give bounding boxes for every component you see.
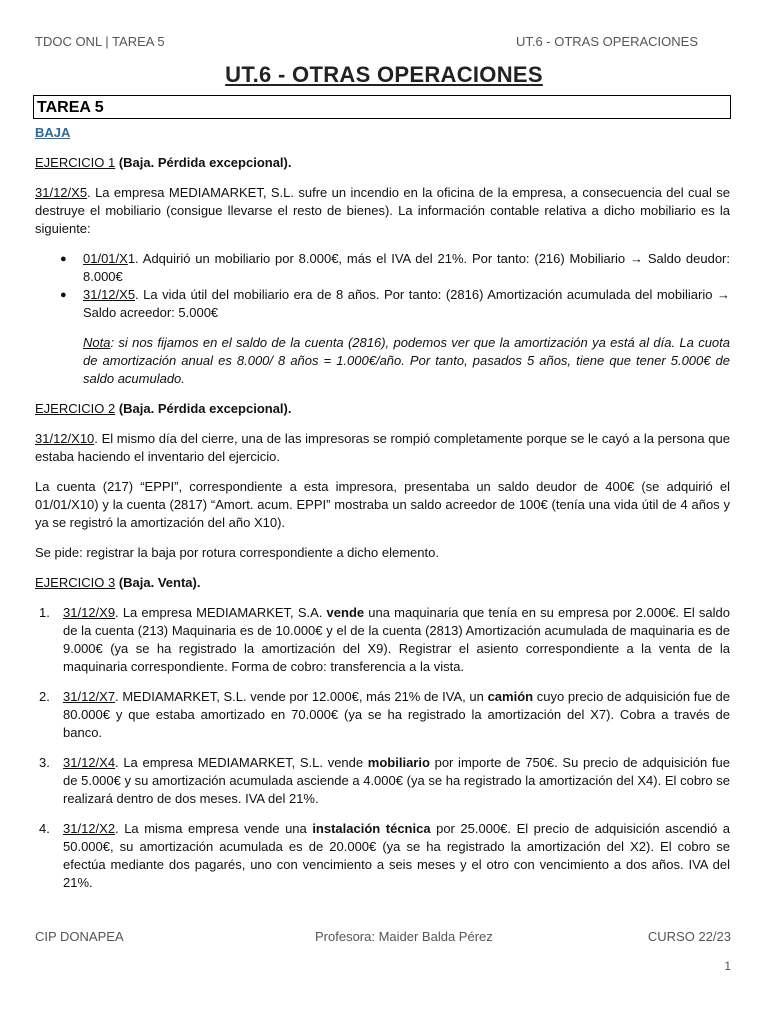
ejercicio-2-heading (35, 400, 730, 418)
ejercicio-2-paragraph-1 (35, 430, 730, 466)
list-item-date: 31/12/X5 (83, 287, 136, 302)
list-item (60, 250, 730, 286)
item-number: 2. (39, 689, 50, 704)
ejercicio-1-intro (35, 184, 730, 238)
list-item (39, 604, 730, 676)
ejercicio-3-label: EJERCICIO 3 (35, 575, 116, 590)
footer-right: CURSO 22/23 (647, 929, 731, 944)
ejercicio-1-date: 31/12/X5 (35, 185, 88, 200)
header-left: TDOC ONL | TAREA 5 (35, 34, 165, 49)
item-bold: instalación técnica (312, 821, 431, 836)
list-item (39, 820, 730, 892)
item-bold: camión (487, 689, 534, 704)
bullet-icon: ● (60, 289, 67, 301)
list-item (39, 754, 730, 808)
ejercicio-2-label: EJERCICIO 2 (35, 401, 116, 416)
document-title: UT.6 - OTRAS OPERACIONES (225, 62, 543, 87)
item-text: una maquinaria que tenía en su empresa por 2.000€. El saldo de la cuenta (213) Maquinaria es de 10.000€ y el de la cuenta (2813) Amortización acumulada de maquinaria es de 9.000€ (ya se ha registrado la amortización del X9). Registrar el asiento correspondiente a la venta de la maquinaria correspondiente. Forma de cobro: transferencia a la vista. (63, 605, 730, 674)
ejercicio-2-paragraph-2: La cuenta (217) “EPPI”, correspondiente a esta impresora, presentaba un saldo deudor de 400€ (se adquirió el 01/01/X10) y la cuenta (2817) “Amort. acum. EPPI” mostraba un saldo acreedor de 100€ (tenía una vida útil de 4 años y ya se registró la amortización del año X10). (35, 479, 730, 530)
ejercicio-1-label: EJERCICIO 1 (35, 155, 116, 170)
ejercicio-3-subtitle: (Baja. Venta). (118, 575, 201, 590)
item-text: . MEDIAMARKET, S.L. vende por 12.000€, más 21% de IVA, un (115, 689, 488, 704)
header-right: UT.6 - OTRAS OPERACIONES (515, 34, 698, 49)
ejercicio-2-date: 31/12/X10 (35, 431, 95, 446)
page-number: 1 (724, 959, 731, 973)
item-bold: vende (326, 605, 365, 620)
ejercicio-1-subtitle: (Baja. Pérdida excepcional). (118, 155, 292, 170)
item-bold: mobiliario (367, 755, 430, 770)
item-text: . La empresa MEDIAMARKET, S.A. (115, 605, 327, 620)
document-body (35, 124, 730, 904)
ejercicio-1-bullet-list (35, 250, 730, 322)
item-text: . La misma empresa vende una (115, 821, 313, 836)
bullet-icon: ● (60, 253, 67, 265)
list-item-date: 01/01/X (83, 251, 128, 266)
list-item (60, 286, 730, 322)
footer-left: CIP DONAPEA (35, 929, 124, 944)
ejercicio-1-intro-text: . La empresa MEDIAMARKET, S.L. sufre un incendio en la oficina de la empresa, a consecuencia del cual se destruye el mobiliario (consigue llevarse el resto de bienes). La información contable relativa a dicho mobiliario es la siguiente: (35, 185, 730, 236)
ejercicio-1-heading (35, 154, 730, 172)
item-text: . La empresa MEDIAMARKET, S.L. vende (115, 755, 368, 770)
item-date: 31/12/X7 (63, 689, 116, 704)
note-label: Nota (83, 335, 111, 350)
section-link-baja[interactable]: BAJA (35, 125, 71, 140)
ejercicio-2-text-1: . El mismo día del cierre, una de las impresoras se rompió completamente porque se le cayó a la persona que estaba haciendo el inventario del ejercicio. (35, 431, 730, 464)
item-date: 31/12/X2 (63, 821, 116, 836)
item-date: 31/12/X9 (63, 605, 116, 620)
item-text: por importe de 750€. Su precio de adquisición fue de 5.000€ y su amortización acumulada asciende a 4.000€ (ya se ha registrado la amortización del X4). El cobro se realizará dentro de dos meses. IVA del 21%. (63, 755, 730, 806)
note-text: : si nos fijamos en el saldo de la cuenta (2816), podemos ver que la amortización ya está al día. La cuota de amortización anual es 8.000/ 8 años = 1.000€/año. Por tanto, pasados 5 años, tiene que tener 5.000€ de saldo acumulado. (83, 335, 730, 386)
ejercicio-2-subtitle: (Baja. Pérdida excepcional). (118, 401, 292, 416)
item-number: 1. (39, 605, 50, 620)
list-item (39, 688, 731, 742)
footer-center: Profesora: Maider Balda Pérez (315, 929, 493, 944)
list-item-text: 1. Adquirió un mobiliario por 8.000€, más el IVA del 21%. Por tanto: (216) Mobiliario → Saldo deudor: 8.000€ (83, 251, 730, 284)
list-item-text: . La vida útil del mobiliario era de 8 años. Por tanto: (2816) Amortización acumulada del mobiliario → Saldo acreedor: 5.000€ (83, 287, 730, 320)
item-date: 31/12/X4 (63, 755, 116, 770)
ejercicio-3-heading (35, 574, 730, 592)
tarea-heading-box: TAREA 5 (33, 95, 731, 119)
ejercicio-2-paragraph-3: Se pide: registrar la baja por rotura correspondiente a dicho elemento. (35, 545, 439, 560)
ejercicio-3-list (35, 604, 730, 892)
item-text: por 25.000€. El precio de adquisición ascendió a 50.000€, su amortización acumulada es de 20.000€ (ya se ha registrado la amortización del X2). El cobro se efectúa mediante dos pagarés, uno con vencimiento a seis meses y el otro con vencimiento a dos años. IVA del 21%. (63, 821, 730, 890)
item-number: 4. (39, 821, 50, 836)
item-number: 3. (39, 755, 50, 770)
ejercicio-1-note (83, 334, 730, 388)
item-text: cuyo precio de adquisición fue de 80.000€ y que estaba amortizado en 70.000€ (ya se ha registrado la amortización del X7). Cobra a través de banco. (63, 689, 731, 740)
